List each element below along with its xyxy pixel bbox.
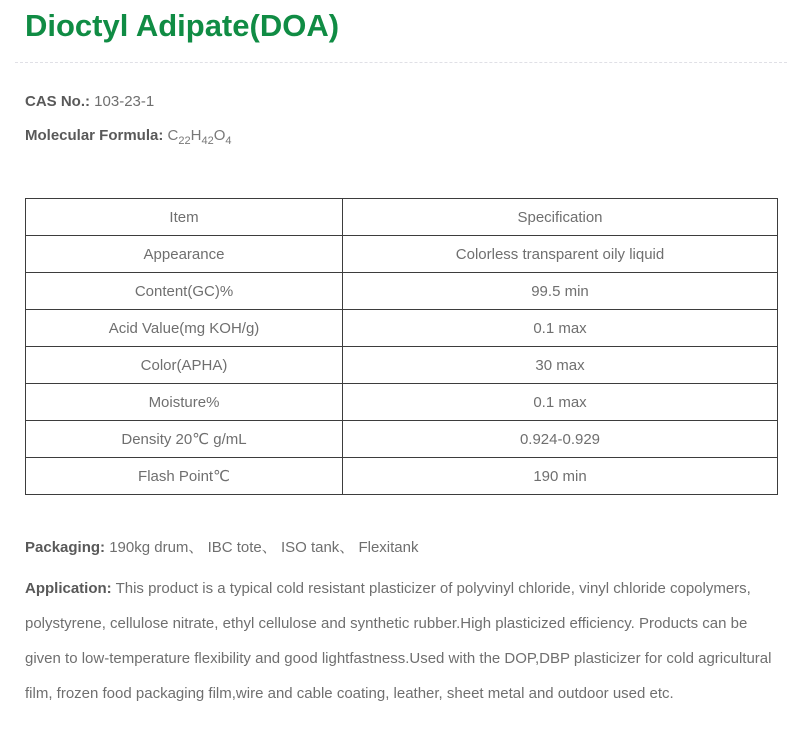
molecular-formula-line bbox=[25, 125, 777, 146]
application-paragraph bbox=[25, 571, 777, 711]
molecular-formula: $C_{22}H_{42}O_4$ bbox=[167, 127, 232, 147]
table-row bbox=[26, 458, 778, 495]
spec-item-cell: Density 20℃ g/mL bbox=[26, 421, 343, 458]
page-title: Dioctyl Adipate(DOA) bbox=[25, 8, 340, 43]
table-row bbox=[26, 347, 778, 384]
spec-item-cell: Content(GC)% bbox=[26, 273, 343, 310]
spec-item-cell: Color(APHA) bbox=[26, 347, 343, 384]
spec-item-cell: Flash Point℃ bbox=[26, 458, 343, 495]
packaging-line bbox=[25, 537, 777, 558]
spec-value-cell: 0.924-0.929 bbox=[343, 421, 778, 458]
packaging-label: Packaging: bbox=[25, 539, 106, 556]
spec-item-cell: Moisture% bbox=[26, 384, 343, 421]
spec-value-cell: 0.1 max bbox=[343, 310, 778, 347]
spec-value-cell: 0.1 max bbox=[343, 384, 778, 421]
cas-number-line bbox=[25, 91, 777, 112]
spec-value-cell: 190 min bbox=[343, 458, 778, 495]
cas-label: CAS No.: bbox=[25, 93, 90, 110]
table-row bbox=[26, 310, 778, 347]
table-header-row bbox=[26, 199, 778, 236]
table-row bbox=[26, 273, 778, 310]
packaging-value: 190kg drum、 IBC tote、 ISO tank、 Flexitank bbox=[109, 539, 419, 556]
spec-item-cell: Appearance bbox=[26, 236, 343, 273]
table-row bbox=[26, 236, 778, 273]
cas-value: 103-23-1 bbox=[94, 93, 155, 110]
title-divider bbox=[15, 62, 787, 63]
specification-table bbox=[25, 198, 778, 495]
spec-item-cell: Acid Value(mg KOH/g) bbox=[26, 310, 343, 347]
column-header-specification: Specification bbox=[343, 199, 778, 236]
molecular-formula-label: Molecular Formula: bbox=[25, 127, 164, 144]
application-text: This product is a typical cold resistant plasticizer of polyvinyl chloride, vinyl chloride copolymers, polystyrene, cellulose nitrate, ethyl cellulose and synthetic rubber.High plasticized efficiency. Products can be given to low-temperature flexibility and good lightfastness.Used with the DOP,DBP plasticizer for cold agricultural film, frozen food packaging film,wire and cable coating, leather, sheet metal and outdoor used etc. bbox=[25, 580, 772, 702]
application-label: Application: bbox=[25, 580, 112, 597]
column-header-item: Item bbox=[26, 199, 343, 236]
spec-value-cell: 30 max bbox=[343, 347, 778, 384]
spec-value-cell: 99.5 min bbox=[343, 273, 778, 310]
table-row bbox=[26, 384, 778, 421]
table-row bbox=[26, 421, 778, 458]
spec-value-cell: Colorless transparent oily liquid bbox=[343, 236, 778, 273]
